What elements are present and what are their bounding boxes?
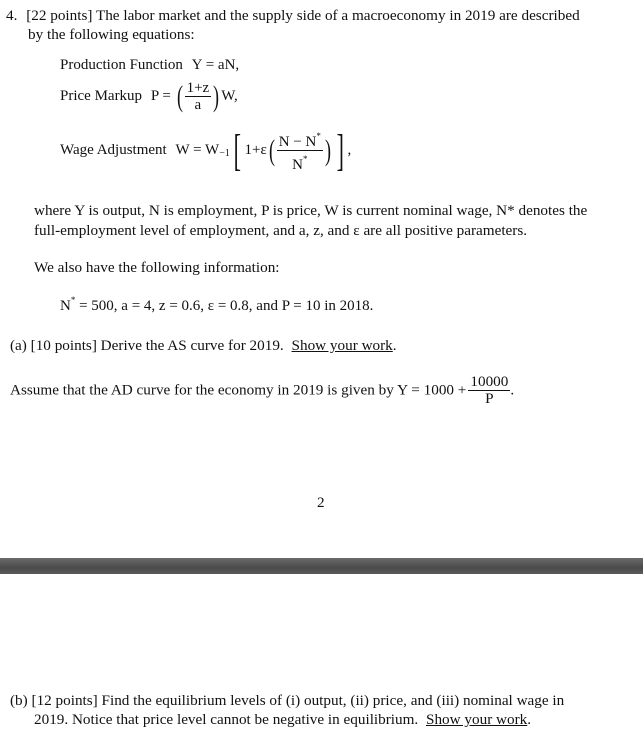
question-intro-line2: by the following equations: — [28, 26, 195, 43]
part-b-line1: (b) [12 points] Find the equilibrium levels of (i) output, (ii) price, and (iii) nominal wage in — [10, 692, 565, 709]
wage-denominator — [277, 151, 323, 173]
part-a — [10, 336, 397, 355]
wage-fraction — [277, 128, 323, 173]
left-bracket: [ — [233, 125, 241, 175]
page-number: 2 — [317, 494, 325, 511]
part-b-show-work: Show your work — [426, 711, 528, 728]
production-function-equation — [60, 57, 239, 74]
wage-tail: , — [347, 142, 352, 158]
production-expr: Y = aN, — [191, 57, 240, 73]
wage-adjustment-equation — [60, 125, 352, 176]
right-paren-wage: ) — [324, 133, 331, 167]
wage-subscript: −1 — [219, 147, 230, 159]
n-star-sup: * — [70, 295, 76, 305]
production-label: Production Function — [60, 57, 183, 73]
part-a-show-work: Show your work — [291, 337, 393, 354]
given-values-text: = 500, a = 4, z = 0.6, ε = 0.8, and P = 10 in 2018. — [79, 298, 374, 314]
markup-numerator: 1+z — [186, 80, 210, 96]
wage-denominator-text: N — [292, 157, 303, 173]
price-markup-equation — [60, 80, 238, 122]
page-2 — [0, 574, 643, 743]
wage-denominator-sup: * — [302, 154, 308, 164]
wage-numerator — [277, 128, 323, 151]
part-a-end: . — [392, 337, 397, 354]
left-paren: ( — [176, 79, 183, 113]
ad-denominator: P — [485, 390, 494, 407]
given-values — [60, 295, 373, 315]
definitions-line2: full-employment level of employment, and a, z, and ε are all positive parameters. — [34, 222, 528, 239]
ad-fraction — [468, 374, 510, 407]
page-separator — [0, 558, 643, 574]
ad-end: . — [510, 381, 515, 399]
part-b-line2: 2019. Notice that price level cannot be negative in equilibrium. — [34, 711, 419, 728]
definitions-line1: where Y is output, N is employment, P is price, W is current nominal wage, N* denotes the — [34, 202, 588, 219]
wage-lhs: W = W — [175, 142, 220, 158]
wage-numerator-text: N − N — [278, 134, 317, 150]
part-b-end: . — [527, 711, 532, 728]
ad-numerator: 10000 — [470, 373, 509, 390]
ad-curve-text: Assume that the AD curve for the economy in 2019 is given by Y = 1000 + — [10, 381, 467, 399]
question-intro-line1: [22 points] The labor market and the supply side of a macroeconomy in 2019 are described — [26, 7, 580, 24]
part-a-label: (a) [10 points] Derive the AS curve for 2019. — [10, 337, 284, 354]
right-paren: ) — [213, 79, 220, 113]
markup-fraction — [185, 80, 212, 113]
markup-label: Price Markup — [60, 88, 143, 104]
part-b-line2-wrap — [34, 710, 531, 729]
wage-numerator-sup: * — [316, 131, 321, 141]
markup-tail: W, — [221, 88, 238, 104]
markup-lhs: P = — [150, 88, 171, 104]
question-number: 4. — [6, 7, 18, 24]
question-heading — [6, 6, 580, 25]
ad-curve-statement — [10, 374, 514, 414]
left-paren-wage: ( — [268, 133, 275, 167]
markup-denominator: a — [194, 97, 202, 113]
wage-inner: 1+ε — [244, 142, 267, 158]
n-star: N — [60, 298, 71, 314]
wage-label: Wage Adjustment — [60, 142, 167, 158]
right-bracket: ] — [336, 125, 344, 175]
info-lead: We also have the following information: — [34, 259, 280, 276]
